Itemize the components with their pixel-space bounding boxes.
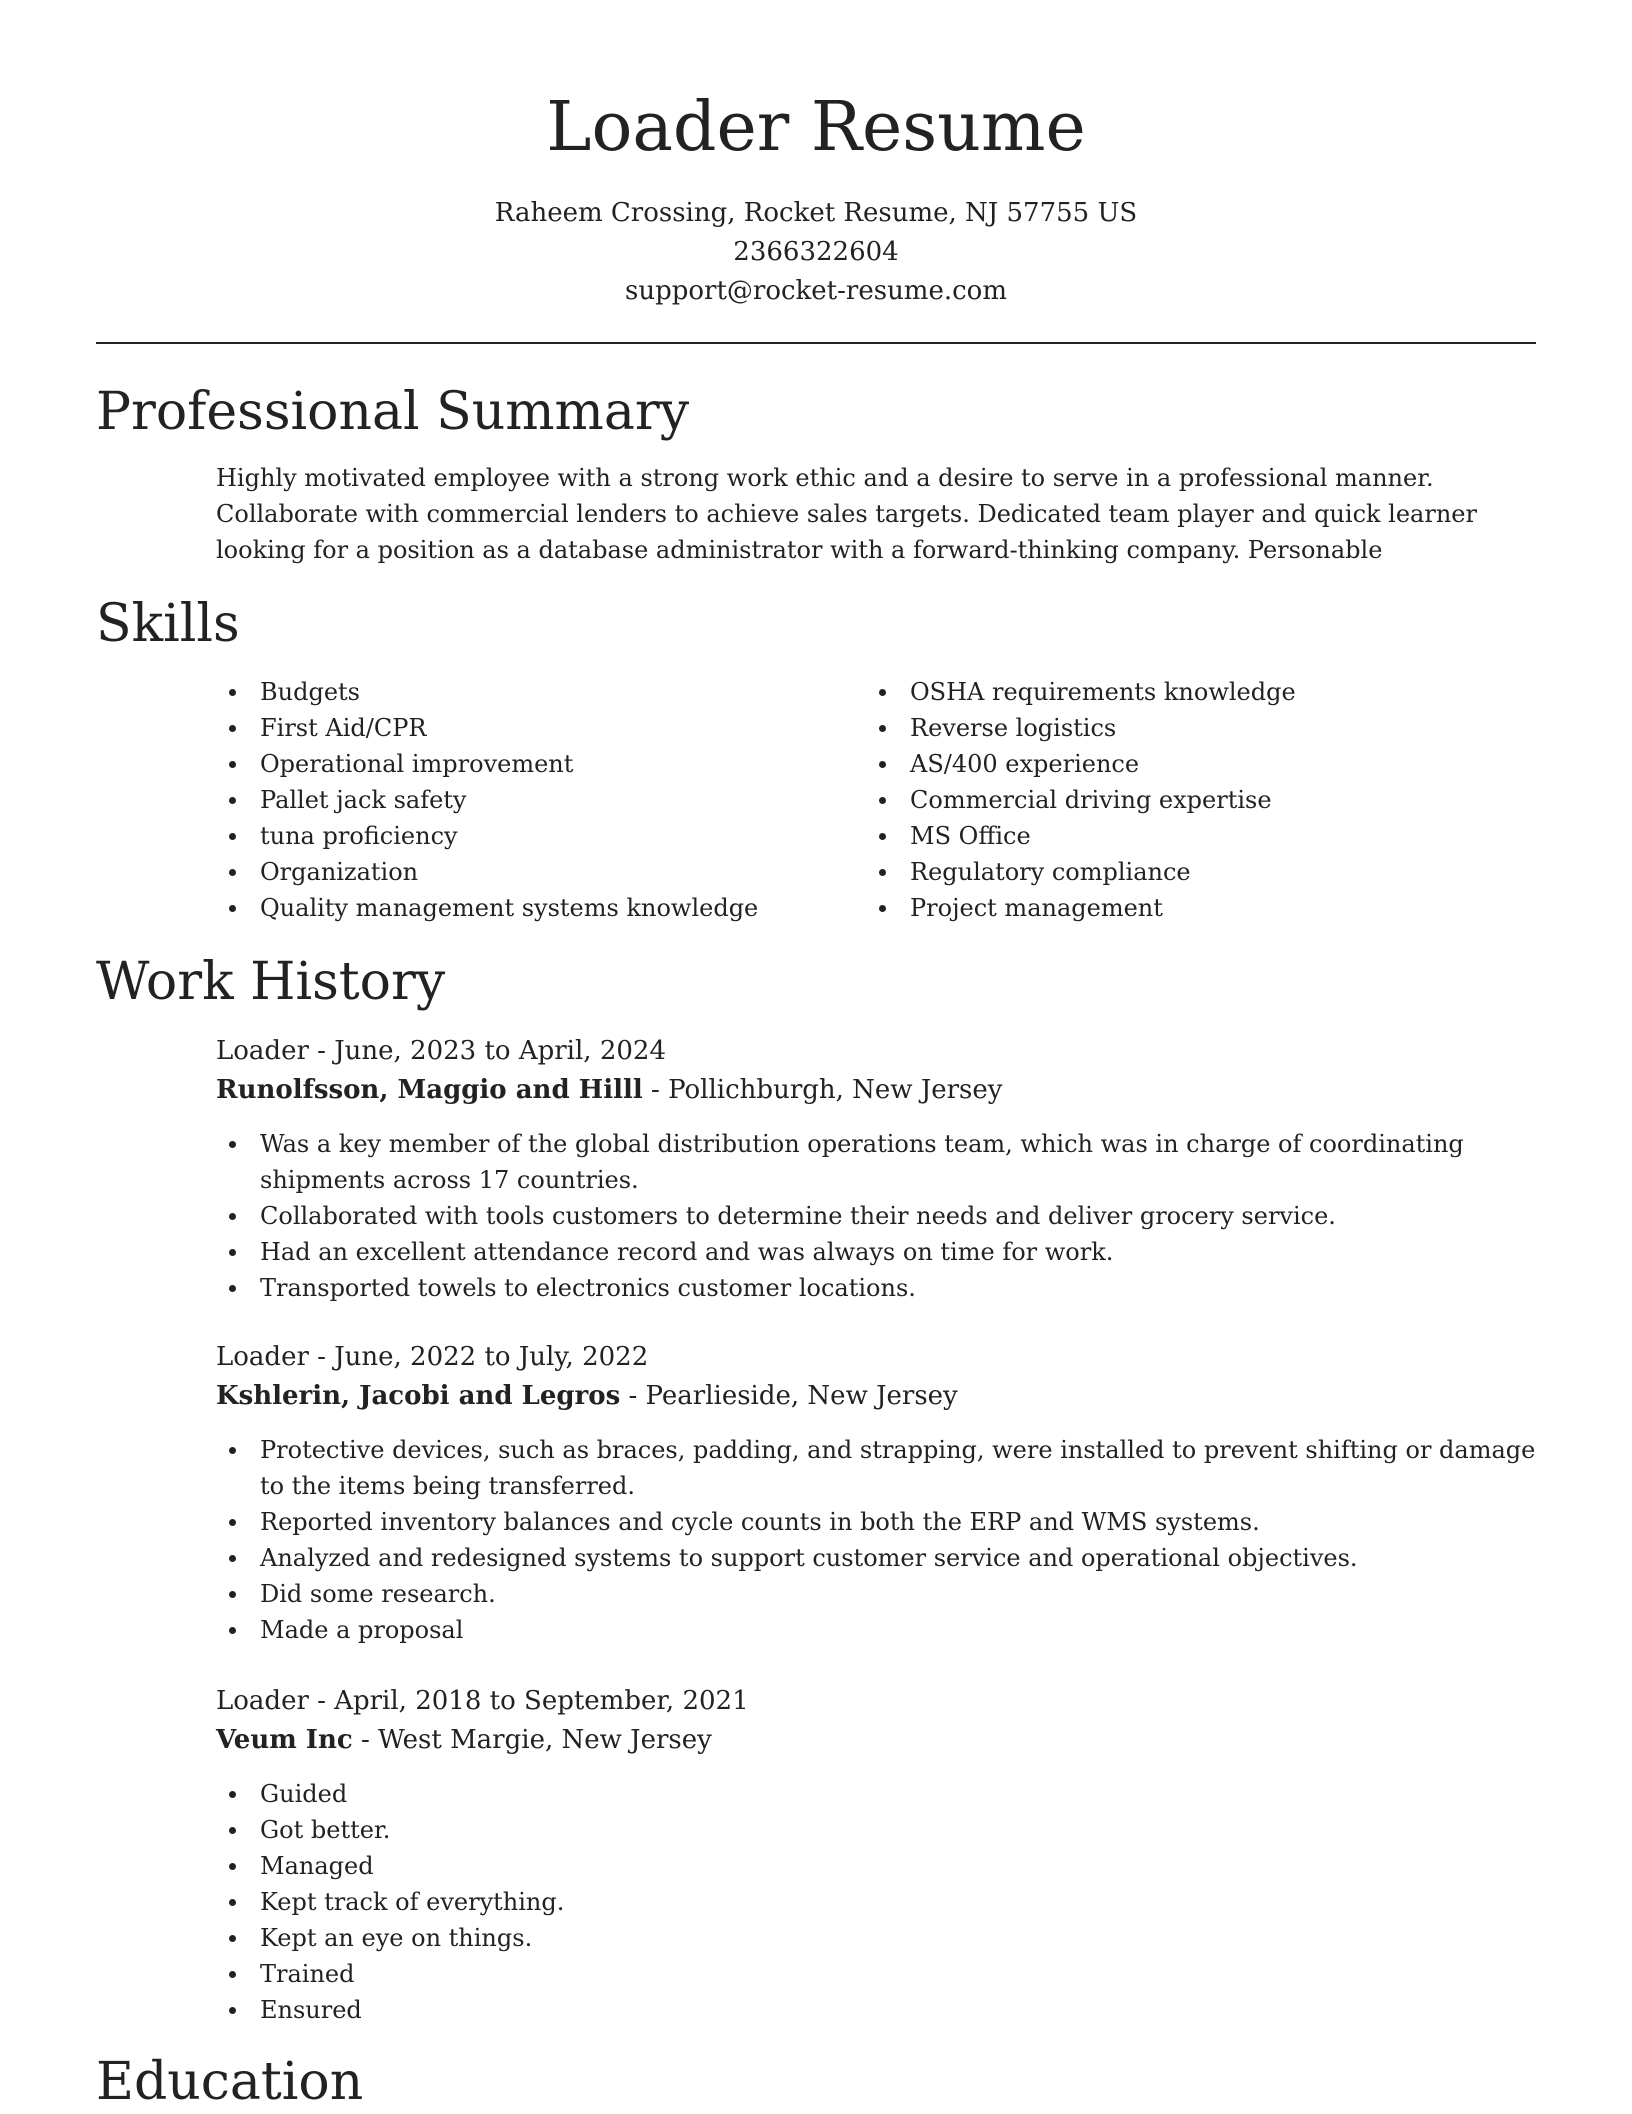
skill-item: First Aid/CPR	[216, 710, 856, 746]
job-bullet: Guided	[216, 1776, 1536, 1812]
job-bullet: Reported inventory balances and cycle counts in both the ERP and WMS systems.	[216, 1504, 1536, 1540]
job-bullet: Made a proposal	[216, 1612, 1536, 1648]
job-company: Veum Inc	[216, 1725, 353, 1755]
job-bullet: Ensured	[216, 1992, 1536, 2028]
contact-address: Raheem Crossing, Rocket Resume, NJ 57755 US	[494, 198, 1138, 228]
contact-block	[96, 194, 1536, 311]
job-company: Runolfsson, Maggio and Hilll	[216, 1075, 643, 1105]
job-bullet: Protective devices, such as braces, padding, and strapping, were installed to prevent shifting or damage to the items being transferred.	[216, 1432, 1536, 1504]
job-bullet: Was a key member of the global distribution operations team, which was in charge of coordinating shipments across 17 countries.	[216, 1126, 1536, 1198]
skill-item: Project management	[866, 890, 1536, 926]
job-bullet: Collaborated with tools customers to determine their needs and deliver grocery service.	[216, 1198, 1536, 1234]
job-company: Kshlerin, Jacobi and Legros	[216, 1381, 621, 1411]
work-history-heading: Work History	[96, 952, 446, 1012]
skills-heading: Skills	[96, 594, 240, 654]
job-bullet: Kept an eye on things.	[216, 1920, 1536, 1956]
job-bullet: Transported towels to electronics customer locations.	[216, 1270, 1536, 1306]
summary-text: Highly motivated employee with a strong work ethic and a desire to serve in a professional manner. Collaborate with commercial lenders to achieve sales targets. Dedicated team player and quick learner looking for a position as a database administrator with a forward-thinking company. Personable	[216, 464, 1477, 564]
skill-item: AS/400 experience	[866, 746, 1536, 782]
summary-heading: Professional Summary	[96, 382, 690, 442]
job-company-line	[216, 1721, 1536, 1760]
job-header	[216, 1682, 1536, 1760]
resume-header	[96, 88, 1536, 311]
job-bullet: Analyzed and redesigned systems to support customer service and operational objectives.	[216, 1540, 1536, 1576]
skill-item: Regulatory compliance	[866, 854, 1536, 890]
skill-item: Budgets	[216, 674, 856, 710]
job-bullet: Managed	[216, 1848, 1536, 1884]
job-title-dates: Loader - June, 2023 to April, 2024	[216, 1036, 666, 1066]
skill-item: Organization	[216, 854, 856, 890]
contact-phone: 2366322604	[733, 237, 899, 267]
skill-item: Operational improvement	[216, 746, 856, 782]
job-location: - Pollichburgh, New Jersey	[642, 1075, 1003, 1105]
skills-list-right	[866, 674, 1536, 926]
skill-item: Pallet jack safety	[216, 782, 856, 818]
skill-item: tuna proficiency	[216, 818, 856, 854]
skill-item: Reverse logistics	[866, 710, 1536, 746]
job-bullet: Got better.	[216, 1812, 1536, 1848]
contact-email: support@rocket-resume.com	[624, 276, 1007, 306]
job-bullets	[216, 1126, 1536, 1306]
skill-item: OSHA requirements knowledge	[866, 674, 1536, 710]
job-location: - Pearlieside, New Jersey	[620, 1381, 958, 1411]
job-header	[216, 1032, 1536, 1110]
job-bullet: Trained	[216, 1956, 1536, 1992]
job-location: - West Margie, New Jersey	[352, 1725, 712, 1755]
job-bullet: Had an excellent attendance record and was always on time for work.	[216, 1234, 1536, 1270]
job-title-dates: Loader - June, 2022 to July, 2022	[216, 1342, 649, 1372]
job-company-line	[216, 1071, 1536, 1110]
job-bullets	[216, 1432, 1536, 1648]
skills-list-left	[216, 674, 856, 926]
header-divider	[96, 342, 1536, 344]
job-header	[216, 1338, 1536, 1416]
skill-item: MS Office	[866, 818, 1536, 854]
job-title-dates: Loader - April, 2018 to September, 2021	[216, 1686, 749, 1716]
resume-title: Loader Resume	[546, 88, 1086, 167]
skill-item: Commercial driving expertise	[866, 782, 1536, 818]
skill-item: Quality management systems knowledge	[216, 890, 856, 926]
job-bullet: Kept track of everything.	[216, 1884, 1536, 1920]
job-bullets	[216, 1776, 1536, 2028]
job-bullet: Did some research.	[216, 1576, 1536, 1612]
education-heading: Education	[96, 2052, 364, 2112]
job-company-line	[216, 1377, 1536, 1416]
